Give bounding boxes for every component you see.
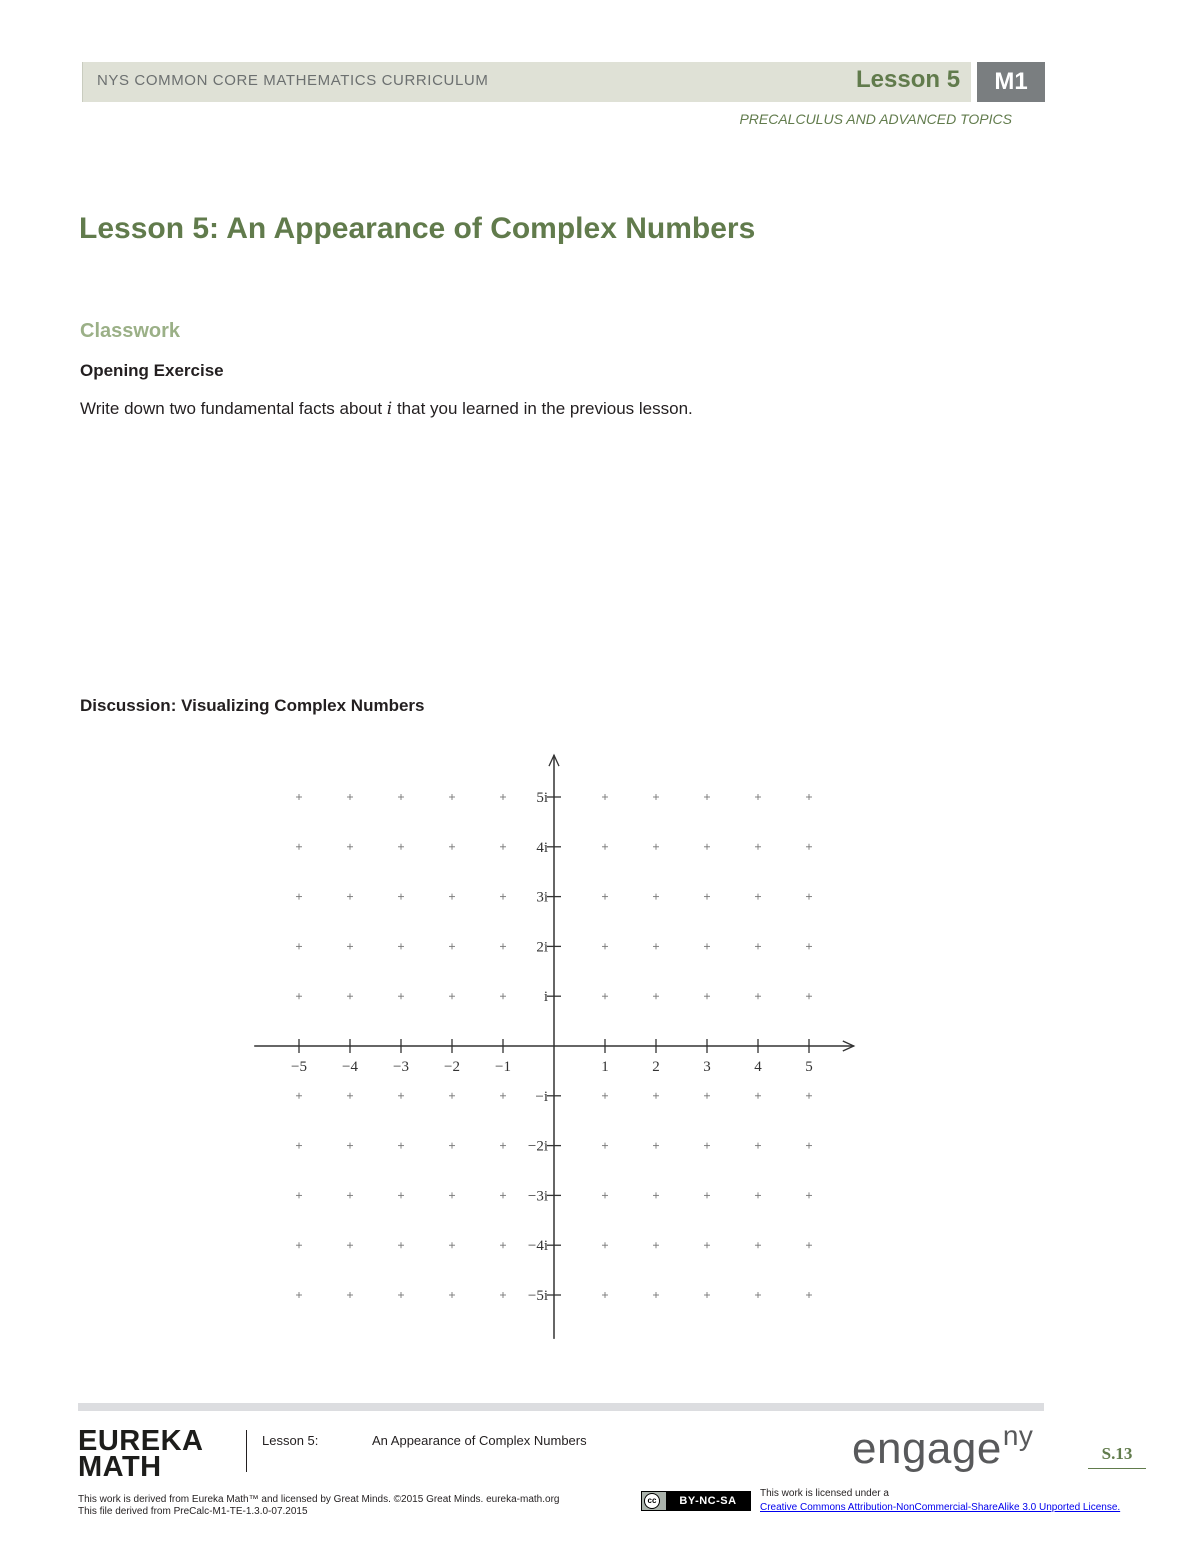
lattice-point [755,894,761,900]
x-tick-label: −2 [444,1059,460,1075]
lattice-point [449,1093,455,1099]
lattice-point [806,993,812,999]
lattice-point [398,894,404,900]
y-tick-label: 4i [536,839,548,856]
x-tick-label: 4 [754,1059,762,1075]
lattice-point [398,1192,404,1198]
lattice-point [398,844,404,850]
x-tick-label: 2 [652,1059,660,1075]
lattice-point [704,1192,710,1198]
lattice-point [347,1242,353,1248]
lattice-point [602,794,608,800]
lattice-point [296,1292,302,1298]
lattice-point [602,943,608,949]
y-tick-label: 2i [536,939,548,956]
lattice-point [449,794,455,800]
lattice-point [347,794,353,800]
lattice-point [755,1242,761,1248]
lattice-point [500,1093,506,1099]
lattice-point [398,993,404,999]
lattice-point [449,993,455,999]
lattice-point [704,794,710,800]
engage-sup: ny [1002,1420,1034,1451]
lattice-point [296,844,302,850]
lattice-point [806,943,812,949]
y-tick-label: −4i [527,1238,548,1255]
lattice-point [653,943,659,949]
lattice-point [296,1192,302,1198]
lattice-point [755,943,761,949]
lattice-point [449,1192,455,1198]
lattice-point [755,993,761,999]
footer-lesson-title: An Appearance of Complex Numbers [372,1433,587,1448]
lattice-point [398,1292,404,1298]
lattice-point [755,794,761,800]
engage-text: engage [852,1424,1002,1473]
lattice-point [500,844,506,850]
prompt-text-before: Write down two fundamental facts about [80,399,387,418]
lattice-point [602,894,608,900]
lattice-point [806,1242,812,1248]
x-tick-label: −4 [342,1059,358,1075]
lattice-point [296,794,302,800]
lattice-point [449,1242,455,1248]
lattice-point [398,1143,404,1149]
lattice-point [347,844,353,850]
lattice-point [296,1143,302,1149]
y-tick-label: −5i [527,1288,548,1304]
lattice-point [500,1143,506,1149]
credit-line-1: This work is derived from Eureka Math™ and licensed by Great Minds. ©2015 Great Minds. eureka-math.org [78,1494,560,1505]
lattice-point [806,894,812,900]
cc-badge-text: BY-NC-SA [666,1492,750,1510]
lattice-point [806,1192,812,1198]
lattice-point [653,1192,659,1198]
lattice-point [296,993,302,999]
section-classwork: Classwork [80,320,181,342]
lattice-point [806,844,812,850]
lattice-point [398,794,404,800]
lattice-point [500,993,506,999]
lattice-point [704,943,710,949]
x-tick-label: 1 [601,1059,609,1075]
cc-icon: cc [644,1493,660,1509]
credit-line-2: This file derived from PreCalc-M1-TE-1.3.0-07.2015 [78,1506,308,1517]
module-badge: M1 [977,62,1045,102]
y-tick-label: −3i [527,1188,548,1205]
lattice-point [449,844,455,850]
lattice-point [347,894,353,900]
prompt-text-after: that you learned in the previous lesson. [392,399,693,418]
lattice-point [653,1093,659,1099]
lattice-point [806,1292,812,1298]
engageny-logo [852,1420,1033,1474]
lattice-point [704,894,710,900]
license-text: This work is licensed under a [760,1488,889,1499]
lattice-point [347,943,353,949]
lattice-point [653,1242,659,1248]
x-tick-label: −3 [393,1059,409,1075]
lattice-point [449,894,455,900]
eureka-math-logo [78,1425,204,1483]
lattice-point [296,894,302,900]
course-name: PRECALCULUS AND ADVANCED TOPICS [739,111,1012,127]
lattice-point [449,1143,455,1149]
lattice-point [500,794,506,800]
y-tick-label: −i [535,1088,548,1105]
lattice-point [602,993,608,999]
lattice-point [500,1292,506,1298]
page-number: S.13 [1088,1444,1146,1469]
cc-license-badge[interactable] [641,1491,751,1511]
lattice-point [347,1093,353,1099]
footer-lesson: Lesson 5: [262,1433,319,1448]
lattice-point [653,993,659,999]
lattice-point [296,943,302,949]
lattice-point [704,1093,710,1099]
lattice-point [653,894,659,900]
lattice-point [500,943,506,949]
lattice-point [755,1093,761,1099]
opening-exercise-heading: Opening Exercise [80,361,224,380]
opening-exercise-prompt [80,399,693,419]
page-title: Lesson 5: An Appearance of Complex Numbers [79,212,756,245]
x-tick-label: 5 [805,1059,813,1075]
curriculum-name: NYS COMMON CORE MATHEMATICS CURRICULUM [97,72,489,89]
logo-line-2: MATH [78,1451,162,1483]
lattice-point [296,1093,302,1099]
lattice-point [704,844,710,850]
complex-plane-chart [250,750,860,1350]
lattice-point [704,1143,710,1149]
lattice-point [347,1143,353,1149]
lattice-point [806,1143,812,1149]
prompt-variable: i [386,399,393,419]
footer-rule [78,1403,1044,1411]
y-tick-label: i [543,989,548,1006]
lattice-point [602,1192,608,1198]
lattice-point [398,943,404,949]
lattice-point [602,1292,608,1298]
lattice-point [347,993,353,999]
y-tick-label: −2i [527,1138,548,1155]
discussion-heading: Discussion: Visualizing Complex Numbers [80,696,425,715]
lattice-point [704,993,710,999]
lattice-point [347,1192,353,1198]
lattice-point [653,844,659,850]
lattice-point [347,1292,353,1298]
lattice-point [704,1292,710,1298]
lattice-point [704,1242,710,1248]
lattice-point [653,1143,659,1149]
lattice-point [449,943,455,949]
x-tick-label: 3 [703,1059,711,1075]
x-tick-label: −1 [495,1059,511,1075]
lattice-point [755,1192,761,1198]
lattice-point [398,1242,404,1248]
y-tick-label: 5i [536,790,548,806]
lattice-point [398,1093,404,1099]
lattice-point [500,894,506,900]
lattice-point [449,1292,455,1298]
lattice-point [806,794,812,800]
lattice-point [500,1192,506,1198]
y-tick-label: 3i [536,889,548,906]
logo-line-1: EUREKA [78,1425,204,1457]
lattice-point [755,1292,761,1298]
lesson-tag: Lesson 5 [856,66,961,93]
x-tick-label: −5 [291,1059,307,1075]
lattice-point [653,1292,659,1298]
footer-divider [246,1430,247,1472]
lattice-point [755,1143,761,1149]
lattice-point [755,844,761,850]
lattice-point [500,1242,506,1248]
lattice-point [602,1242,608,1248]
lattice-point [602,1093,608,1099]
license-link[interactable]: Creative Commons Attribution-NonCommercial-ShareAlike 3.0 Unported License. [760,1502,1121,1513]
lattice-point [602,844,608,850]
lattice-point [653,794,659,800]
lattice-point [806,1093,812,1099]
lattice-point [602,1143,608,1149]
lattice-point [296,1242,302,1248]
